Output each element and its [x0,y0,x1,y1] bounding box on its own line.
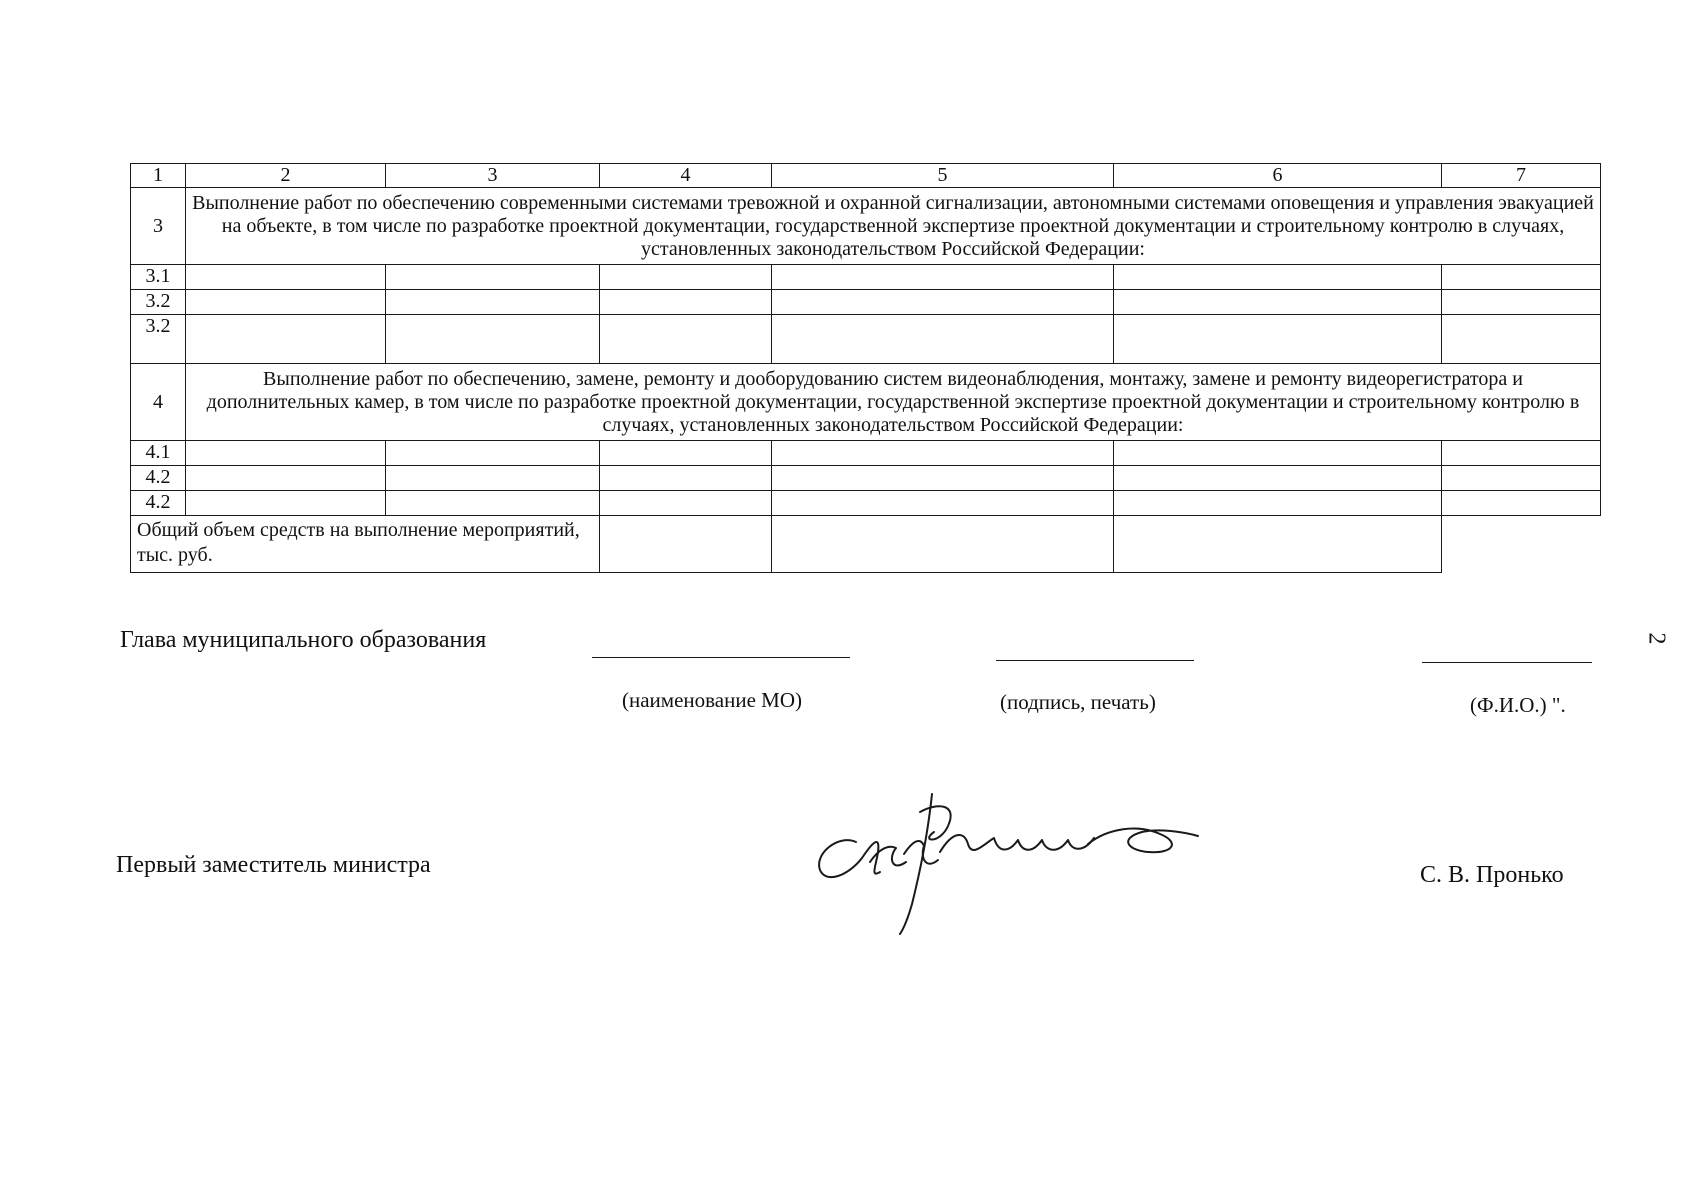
section-3-row [131,188,1601,265]
table-row [131,315,1601,364]
table-cell [186,491,386,516]
table-cell [186,290,386,315]
table-row [131,265,1601,290]
table-cell [772,466,1114,491]
page-number: 2 [1643,632,1670,645]
table-cell [186,441,386,466]
table-cell [186,315,386,364]
signature-line [996,660,1194,661]
table-cell [386,315,600,364]
table-cell [386,491,600,516]
table-cell [1114,315,1442,364]
table-cell [772,265,1114,290]
table-cell [1442,491,1601,516]
table-cell [600,290,772,315]
table-cell [1114,441,1442,466]
section-description: Выполнение работ по обеспечению современными системами тревожной и охранной сигнализации, автономными системами оповещения и управления эвакуацией на объекте, в том числе по разработке проектной документации, государственной экспертизе проектной документации и строительному контролю в случаях, установленных законодательством Российской Федерации: [186,188,1601,265]
table-cell [386,466,600,491]
measures-table [130,163,1601,573]
table-cell [600,265,772,290]
table-cell [1114,491,1442,516]
signatory-position: Первый заместитель министра [116,852,431,878]
table-cell [386,265,600,290]
section-4-row [131,364,1601,441]
column-number: 7 [1442,164,1601,188]
table-cell [1442,441,1601,466]
row-number: 4.2 [131,466,186,491]
table-cell [772,441,1114,466]
column-number: 4 [600,164,772,188]
table-cell [386,441,600,466]
column-number: 3 [386,164,600,188]
table-cell [186,466,386,491]
column-numbers-row [131,164,1601,188]
table-row [131,466,1601,491]
row-number: 4.2 [131,491,186,516]
total-label: Общий объем средств на выполнение мероприятий, тыс. руб. [131,516,600,573]
table-cell [1442,315,1601,364]
column-number: 1 [131,164,186,188]
table-cell [1114,265,1442,290]
row-number: 4.1 [131,441,186,466]
column-number: 2 [186,164,386,188]
row-number: 3.2 [131,290,186,315]
table-cell [600,441,772,466]
table-row [131,290,1601,315]
row-number: 3.2 [131,315,186,364]
municipality-name-line [592,657,850,658]
table-cell [386,290,600,315]
table-cell [600,315,772,364]
table-cell [1442,290,1601,315]
table-cell [600,516,772,573]
table-cell [772,491,1114,516]
full-name-line [1422,662,1592,663]
table-cell [186,265,386,290]
signature-stamp-caption: (подпись, печать) [1000,690,1156,714]
total-row [131,516,1601,573]
section-number: 4 [131,364,186,441]
row-number: 3.1 [131,265,186,290]
table-cell [600,491,772,516]
section-number: 3 [131,188,186,265]
table-cell [1114,516,1442,573]
table-cell [1114,466,1442,491]
table-row [131,441,1601,466]
signatory-name: С. В. Пронько [1420,862,1564,888]
municipality-name-caption: (наименование МО) [622,688,802,712]
table-cell [772,516,1114,573]
full-name-caption: (Ф.И.О.) ". [1470,693,1566,717]
handwritten-signature [808,792,1203,937]
section-description: Выполнение работ по обеспечению, замене, ремонту и дооборудованию систем видеонаблюдения, монтажу, замене и ремонту видеорегистратора и дополнительных камер, в том числе по разработке проектной документации, государственной экспертизе проектной документации и строительному контролю в случаях, установленных законодательством Российской Федерации: [186,364,1601,441]
table-cell [1442,516,1601,573]
table-row [131,491,1601,516]
table-cell [1442,466,1601,491]
table-cell [1442,265,1601,290]
column-number: 6 [1114,164,1442,188]
table-cell [1114,290,1442,315]
table-cell [772,290,1114,315]
table-cell [600,466,772,491]
column-number: 5 [772,164,1114,188]
table-cell [772,315,1114,364]
head-of-municipality-label: Глава муниципального образования [120,627,487,653]
